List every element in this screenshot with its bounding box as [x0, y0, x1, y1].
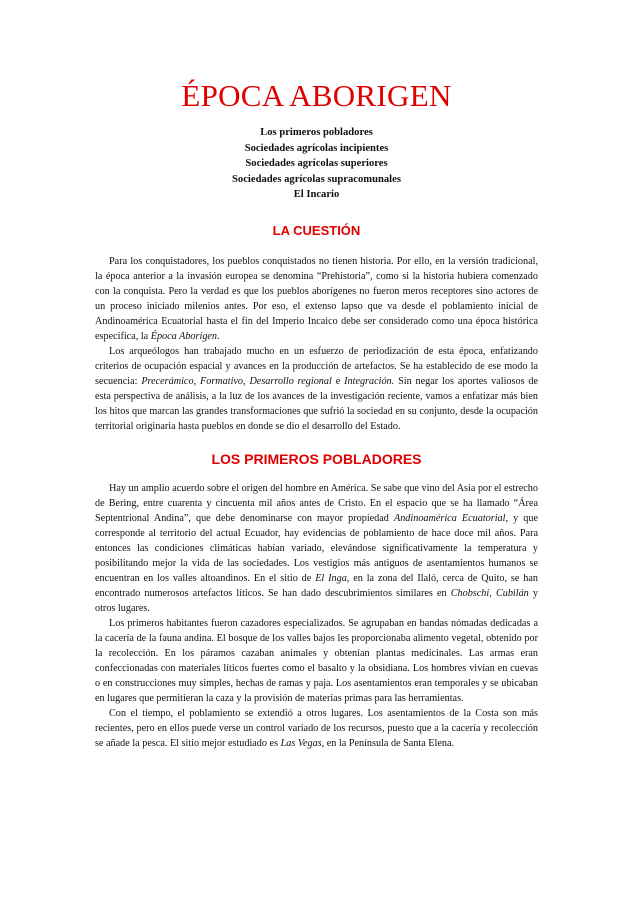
- paragraph: [95, 344, 538, 434]
- toc-item: Sociedades agrícolas superiores: [245, 158, 388, 170]
- toc-item: El Incario: [293, 189, 340, 201]
- italic-term: Precerámico: [141, 376, 194, 388]
- paragraph: [95, 481, 538, 616]
- table-of-contents: [95, 125, 538, 203]
- paragraph-text: Hay un amplio acuerdo sobre el origen del hombre en América. Se sabe que vino del Asia por el estrecho de Bering, entre cuarenta y cincuenta mil años antes de Cristo. En el espacio que se ha llamado “Área Septentrional Andina”, que debe denominarse con mayor propiedad: [95, 482, 538, 524]
- toc-item: Los primeros pobladores: [260, 127, 373, 138]
- separator: e: [331, 376, 345, 388]
- paragraph: [95, 706, 538, 751]
- paragraph-text: Los arqueólogos han trabajado mucho en un esfuerzo de periodización de esta época, enfatizando criterios de ocupación espacial y avances en la producción de artefactos. Se ha establecido de ese modo la secuencia:: [95, 346, 538, 388]
- toc-item: Sociedades agrícolas incipientes: [244, 142, 389, 154]
- italic-term: Andinoamérica Ecuatorial,: [393, 512, 509, 524]
- italic-term: Las Vegas: [280, 738, 322, 750]
- paragraph-text: , en la Península de Santa Elena.: [321, 738, 455, 750]
- italic-term: El Inga: [315, 572, 347, 584]
- separator: ,: [489, 587, 496, 599]
- paragraph: [95, 254, 538, 344]
- document-title: ÉPOCA ABORIGEN: [181, 78, 452, 113]
- paragraph: Los primeros habitantes fueron cazadores especializados. Se agrupaban en bandas nómadas dedicadas a la cacería de la fauna andina. El bosque de los valles bajos les proporcionaba alimento vegetal, obtenido por la recolección. En los páramos cazaban animales y obtenían plantas medicinales. Las armas eran confeccionadas con materiales líticos fuertes como el basalto y la obsidiana. Los hombres vivían en cuevas o en construcciones muy simples, hechas de ramas y paja. Los asentamientos eran temporales y se ubicaban en lugares que permitieran la caza y la provisión de materias primas para las herramientas.: [95, 617, 538, 705]
- section-heading-la-cuestion: LA CUESTIÓN: [272, 222, 361, 238]
- italic-term: Cubilán: [495, 587, 529, 599]
- paragraph-text: y que corresponde al territorio del actual Ecuador, hay evidencias de poblamiento de hace doce mil años. Para entonces las condiciones climáticas habían variado, elevándose significativamente la temperatura y posibilitando mejor la vida de las sociedades. Los vestigios más antiguos de asentamientos humanos se encuentran en los valles altoandinos. En el sitio de: [95, 512, 538, 584]
- italic-term: Formativo: [200, 376, 244, 388]
- paragraph-text: y otros lugares.: [95, 587, 539, 614]
- separator: ,: [243, 376, 250, 388]
- paragraph-text: Sin negar los aportes valiosos de esta perspectiva de análisis, a la luz de los avances de la investigación reciente, vamos a enfatizar más bien los hitos que marcan las grandes transformaciones que sufrió la sociedad en su conjunto, desde la ocupación territorial originaria hasta pueblos en donde se dio el desarrollo del Estado.: [95, 376, 539, 433]
- paragraph-text: Con el tiempo, el poblamiento se extendió a otros lugares. Los asentamientos de la Costa son más recientes, pero en ellos puede verse un control variado de los recursos, puesto que a la cacería y recolección se añade la pesca. El sitio mejor estudiado es: [95, 708, 538, 750]
- section-heading-primeros-pobladores: LOS PRIMEROS POBLADORES: [211, 450, 422, 467]
- paragraph-text: Para los conquistadores, los pueblos conquistados no tienen historia. Por ello, en la versión tradicional, la época anterior a la invasión europea se denomina “Prehistoria”, como si la historia hubiera comenzado con la conquista. Pero la verdad es que los pueblos aborígenes no fueron meros receptores sino actores de un proceso iniciado milenios antes. Por eso, el extenso lapso que va desde el poblamiento inicial de Andinoamérica Ecuatorial hasta el fin del Imperio Incaico debe ser considerado como una época histórica específica, la: [95, 255, 538, 343]
- toc-item: Sociedades agrícolas supracomunales: [232, 173, 401, 185]
- italic-term: Integración.: [344, 376, 395, 388]
- italic-term: Chobschi: [450, 587, 490, 599]
- italic-term: Época Aborigen: [150, 331, 218, 343]
- paragraph-text: .: [217, 331, 220, 343]
- paragraph-text: , en la zona del Ilaló, cerca de Quito, se han encontrado numerosos artefactos líticos. Se han dado descubrimientos similares en: [95, 572, 538, 599]
- separator: ,: [193, 376, 200, 388]
- italic-term: Desarrollo regional: [249, 376, 332, 388]
